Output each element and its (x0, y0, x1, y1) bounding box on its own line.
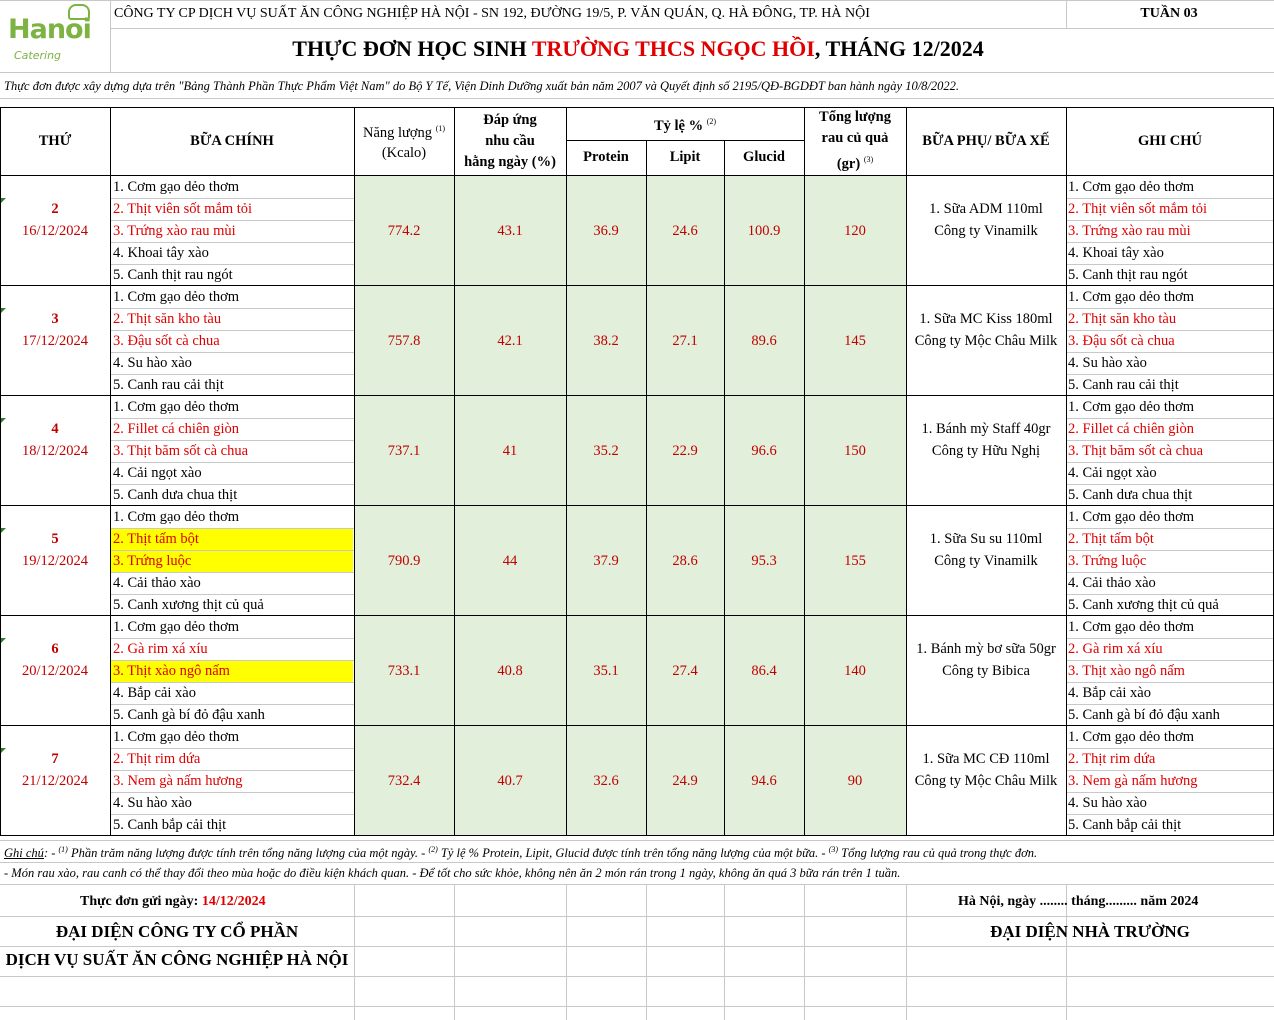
note-dish-item: 1. Cơm gạo dẻo thơm (1068, 729, 1195, 745)
sent-date-line (80, 894, 266, 910)
veg-unit: (gr) (836, 155, 861, 172)
note-dish-item: 4. Su hào xào (1068, 795, 1147, 811)
needs-line2: nhu cầu (485, 132, 535, 149)
note-dish-item: 3. Thịt băm sốt cà chua (1068, 443, 1204, 459)
col-header-glucid: Glucid (743, 148, 785, 165)
protein-value: 38.2 (593, 333, 619, 349)
veg-value: 155 (844, 553, 866, 569)
logo-text: Hanoi (8, 14, 91, 45)
grid-line (646, 140, 647, 836)
day-number: 3 (51, 311, 59, 327)
main-dish-item: 2. Thịt tấm bột (113, 531, 199, 547)
col-header-protein: Protein (583, 148, 629, 165)
snack-item: 1. Sữa Su su 110ml (929, 531, 1043, 547)
veg-value: 120 (844, 223, 866, 239)
main-dish-item: 1. Cơm gạo dẻo thơm (113, 509, 240, 525)
main-dish-item: 5. Canh gà bí đỏ đậu xanh (113, 707, 265, 723)
main-dish-item: 4. Cải thảo xào (113, 575, 201, 591)
grid-line (0, 976, 1274, 977)
grid-line (566, 107, 567, 836)
day-date: 16/12/2024 (21, 223, 89, 239)
note-dish-item: 2. Gà rim xá xíu (1068, 641, 1163, 657)
footnote-text-2: Tỷ lệ % Protein, Lipit, Glucid được tính trên tổng năng lượng của một bữa. - (437, 846, 829, 861)
note-dish-item: 2. Thịt săn kho tàu (1068, 311, 1177, 327)
snack-item: 1. Sữa MC Kiss 180ml (919, 311, 1053, 327)
day-date: 18/12/2024 (21, 443, 89, 459)
footnote-ref-1: (1) (58, 845, 68, 854)
note-dish-item: 3. Đậu sốt cà chua (1068, 333, 1175, 349)
grid-line (1066, 0, 1067, 28)
day-number: 4 (51, 421, 59, 437)
grid-line (724, 884, 725, 1020)
grid-line (566, 884, 567, 1020)
grid-line (804, 107, 805, 836)
glucid-value: 100.9 (747, 223, 781, 239)
col-header-energy (354, 108, 454, 174)
grid-line (0, 98, 1274, 99)
main-dish-item: 2. Gà rim xá xíu (113, 641, 208, 657)
snack-supplier: Công ty Hữu Nghị (931, 443, 1041, 459)
main-dish-item: 3. Nem gà nấm hương (113, 773, 243, 789)
note-dish-item: 5. Canh rau cải thịt (1068, 377, 1179, 393)
glucid-value: 86.4 (751, 663, 777, 679)
veg-line1: Tổng lượng (819, 109, 891, 126)
logo-subtext: Catering (14, 49, 62, 62)
note-dish-item: 1. Cơm gạo dẻo thơm (1068, 399, 1195, 415)
signature-company-line2: DỊCH VỤ SUẤT ĂN CÔNG NGHIỆP HÀ NỘI (5, 950, 349, 969)
col-header-needs (454, 108, 566, 174)
title-school: TRƯỜNG THCS NGỌC HỒI (531, 36, 815, 61)
note-dish-item: 4. Su hào xào (1068, 355, 1147, 371)
energy-value: 733.1 (387, 663, 421, 679)
col-header-day: THỨ (38, 132, 72, 149)
note-dish-item: 1. Cơm gạo dẻo thơm (1068, 289, 1195, 305)
grid-line (646, 884, 647, 1020)
main-dish-item: 2. Thịt săn kho tàu (113, 311, 222, 327)
needs-value: 43.1 (497, 223, 523, 239)
needs-value: 40.7 (497, 773, 523, 789)
grid-line (0, 862, 1274, 863)
grid-line (0, 840, 1274, 841)
grid-line (0, 0, 1274, 1)
main-dish-item: 2. Thịt viên sốt mắm tỏi (113, 201, 253, 217)
basis-note: Thực đơn được xây dựng dựa trên "Bảng Thành Phần Thực Phẩm Việt Nam" do Bộ Y Tế, Viện Dinh Dưỡng xuất bản năm 2007 và Quyết định số 2195/QĐ-BGDĐT ban hành ngày 10/8/2022. (4, 79, 960, 93)
note-dish-item: 5. Canh dưa chua thịt (1068, 487, 1193, 503)
col-header-lipit: Lipit (669, 148, 701, 165)
signature-company-line1: ĐẠI DIỆN CÔNG TY CỔ PHẦN (55, 922, 299, 941)
protein-value: 35.1 (593, 663, 619, 679)
grid-line (0, 946, 1274, 947)
note-dish-item: 3. Trứng xào rau mùi (1068, 223, 1191, 239)
needs-value: 42.1 (497, 333, 523, 349)
main-dish-item: 1. Cơm gạo dẻo thơm (113, 399, 240, 415)
note-dish-item: 3. Thịt xào ngô nấm (1068, 663, 1185, 679)
glucid-value: 96.6 (751, 443, 777, 459)
main-dish-item: 3. Trứng xào rau mùi (113, 223, 236, 239)
note-dish-item: 3. Trứng luộc (1068, 553, 1147, 569)
footnote-ref-3: (3) (828, 845, 839, 854)
grid-line (0, 72, 1274, 73)
lipit-value: 24.6 (672, 223, 698, 239)
note-dish-item: 1. Cơm gạo dẻo thơm (1068, 179, 1195, 195)
veg-value: 145 (844, 333, 866, 349)
energy-value: 757.8 (387, 333, 421, 349)
main-dish-item: 4. Khoai tây xào (113, 245, 209, 261)
main-dish-item: 5. Canh thịt rau ngót (113, 267, 233, 283)
grid-line (0, 916, 1274, 917)
main-dish-item: 1. Cơm gạo dẻo thơm (113, 179, 240, 195)
snack-item: 1. Sữa ADM 110ml (929, 201, 1043, 217)
day-date: 21/12/2024 (21, 773, 89, 789)
week-label: TUẦN 03 (1140, 6, 1198, 21)
footnote-line-1 (4, 845, 1037, 861)
day-number: 5 (51, 531, 59, 547)
note-dish-item: 1. Cơm gạo dẻo thơm (1068, 619, 1195, 635)
main-dish-item: 5. Canh dưa chua thịt (113, 487, 238, 503)
grid-line (454, 107, 455, 836)
note-dish-item: 2. Thịt viên sốt mắm tỏi (1068, 201, 1208, 217)
main-dish-item: 3. Thịt băm sốt cà chua (113, 443, 249, 459)
lipit-value: 24.9 (672, 773, 698, 789)
note-dish-item: 1. Cơm gạo dẻo thơm (1068, 509, 1195, 525)
col-header-notes: GHI CHÚ (1137, 132, 1203, 149)
grid-line (110, 28, 1274, 29)
footnote-label: Ghi chú (4, 846, 44, 861)
main-dish-item: 5. Canh xương thịt củ quả (113, 597, 264, 613)
note-dish-item: 5. Canh gà bí đỏ đậu xanh (1068, 707, 1220, 723)
snack-item: 1. Sữa MC CĐ 110ml (922, 751, 1050, 767)
veg-footnote-ref: (3) (863, 155, 874, 165)
note-dish-item: 2. Thịt tấm bột (1068, 531, 1154, 547)
veg-value: 90 (847, 773, 863, 789)
note-dish-item: 4. Cải ngọt xào (1068, 465, 1157, 481)
energy-value: 790.9 (387, 553, 421, 569)
energy-value: 732.4 (387, 773, 421, 789)
footnote-ref-2: (2) (428, 845, 438, 854)
note-dish-item: 5. Canh thịt rau ngót (1068, 267, 1188, 283)
sent-label: Thực đơn gửi ngày: (80, 894, 202, 909)
lipit-value: 28.6 (672, 553, 698, 569)
snack-supplier: Công ty Vinamilk (934, 553, 1038, 569)
note-dish-item: 2. Fillet cá chiên giòn (1068, 421, 1195, 437)
ratio-footnote-ref: (2) (706, 117, 717, 127)
main-dish-item: 3. Trứng luộc (113, 553, 192, 569)
col-header-ratio (566, 108, 804, 140)
note-dish-item: 4. Bắp cải xào (1068, 685, 1151, 701)
footnote-line-2: - Món rau xào, rau canh có thể thay đổi theo mùa hoặc do điều kiện khách quan. - Để tốt cho sức khỏe, không nên ăn 2 món rán trong 1 ngày, không ăn quá 3 bữa rán trên 1 tuần. (4, 866, 901, 880)
energy-label: Năng lượng (362, 124, 433, 141)
main-dish-item: 1. Cơm gạo dẻo thơm (113, 619, 240, 635)
snack-supplier: Công ty Vinamilk (934, 223, 1038, 239)
main-dish-item: 3. Thịt xào ngô nấm (113, 663, 230, 679)
main-dish-item: 2. Thịt rim dứa (113, 751, 201, 767)
needs-value: 40.8 (497, 663, 523, 679)
needs-value: 41 (502, 443, 518, 459)
note-dish-item: 3. Nem gà nấm hương (1068, 773, 1198, 789)
veg-value: 150 (844, 443, 866, 459)
protein-value: 35.2 (593, 443, 619, 459)
sign-date-line: Hà Nội, ngày ........ tháng......... năm 2024 (958, 894, 1199, 909)
protein-value: 32.6 (593, 773, 619, 789)
note-dish-item: 2. Thịt rim dứa (1068, 751, 1156, 767)
grid-line (354, 107, 355, 836)
main-dish-item: 3. Đậu sốt cà chua (113, 333, 220, 349)
grid-line (110, 0, 111, 72)
protein-value: 36.9 (593, 223, 619, 239)
grid-line (354, 884, 355, 1020)
main-dish-item: 5. Canh rau cải thịt (113, 377, 224, 393)
col-header-main: BỮA CHÍNH (190, 132, 274, 149)
glucid-value: 94.6 (751, 773, 777, 789)
main-dish-item: 4. Su hào xào (113, 355, 192, 371)
main-dish-item: 2. Fillet cá chiên giòn (113, 421, 240, 437)
energy-unit: (Kcalo) (381, 145, 427, 162)
day-number: 6 (51, 641, 59, 657)
snack-supplier: Công ty Mộc Châu Milk (914, 773, 1058, 789)
ratio-label: Tỷ lệ % (653, 117, 704, 134)
grid-line (0, 884, 1274, 885)
main-dish-item: 4. Su hào xào (113, 795, 192, 811)
company-logo (4, 4, 104, 68)
footnote-text-3: Tổng lượng rau củ quả trong thực đơn. (838, 846, 1038, 861)
needs-line3: hằng ngày (%) (464, 153, 556, 170)
glucid-value: 95.3 (751, 553, 777, 569)
needs-line1: Đáp ứng (483, 111, 537, 128)
main-dish-item: 1. Cơm gạo dẻo thơm (113, 729, 240, 745)
note-dish-item: 4. Khoai tây xào (1068, 245, 1164, 261)
snack-supplier: Công ty Mộc Châu Milk (914, 333, 1058, 349)
main-dish-item: 4. Bắp cải xào (113, 685, 196, 701)
energy-footnote-ref: (1) (435, 123, 446, 133)
grid-line (454, 884, 455, 1020)
footnote-text-1: Phần trăm năng lượng được tính trên tổng năng lượng của một ngày. - (67, 846, 429, 861)
needs-value: 44 (502, 553, 518, 569)
col-header-snack: BỮA PHỤ/ BỮA XẾ (922, 132, 1050, 149)
snack-supplier: Công ty Bibica (942, 663, 1030, 679)
main-dish-item: 4. Cải ngọt xào (113, 465, 202, 481)
page-title (110, 36, 1166, 62)
veg-line2: rau củ quả (821, 130, 889, 147)
energy-value: 774.2 (387, 223, 421, 239)
glucid-value: 89.6 (751, 333, 777, 349)
protein-value: 37.9 (593, 553, 619, 569)
main-dish-item: 5. Canh bắp cải thịt (113, 817, 227, 833)
sent-date: 14/12/2024 (201, 894, 266, 909)
day-date: 19/12/2024 (21, 553, 89, 569)
lipit-value: 27.4 (672, 663, 698, 679)
title-suffix: , THÁNG 12/2024 (814, 36, 984, 61)
lipit-value: 22.9 (672, 443, 698, 459)
snack-item: 1. Bánh mỳ Staff 40gr (921, 421, 1051, 437)
col-header-veg (804, 108, 906, 174)
title-prefix: THỰC ĐƠN HỌC SINH (292, 36, 532, 61)
main-dish-item: 1. Cơm gạo dẻo thơm (113, 289, 240, 305)
note-dish-item: 5. Canh bắp cải thịt (1068, 817, 1182, 833)
day-date: 17/12/2024 (21, 333, 89, 349)
snack-item: 1. Bánh mỳ bơ sữa 50gr (916, 641, 1056, 657)
grid-line (906, 884, 907, 1020)
veg-value: 140 (844, 663, 866, 679)
day-number: 2 (51, 201, 59, 217)
note-dish-item: 5. Canh xương thịt củ quả (1068, 597, 1219, 613)
footnote-sep: : - (43, 846, 59, 861)
grid-line (724, 140, 725, 836)
nutrition-fill (354, 176, 906, 836)
day-date: 20/12/2024 (21, 663, 89, 679)
day-number: 7 (51, 751, 59, 767)
grid-line (804, 884, 805, 1020)
signature-school: ĐẠI DIỆN NHÀ TRƯỜNG (990, 922, 1190, 941)
note-dish-item: 4. Cải thảo xào (1068, 575, 1156, 591)
company-address: CÔNG TY CP DỊCH VỤ SUẤT ĂN CÔNG NGHIỆP HÀ NỘI - SN 192, ĐƯỜNG 19/5, P. VĂN QUÁN, Q. HÀ ĐÔNG, TP. HÀ NỘI (114, 6, 870, 21)
lipit-value: 27.1 (672, 333, 698, 349)
grid-line (0, 1006, 1274, 1007)
energy-value: 737.1 (387, 443, 421, 459)
